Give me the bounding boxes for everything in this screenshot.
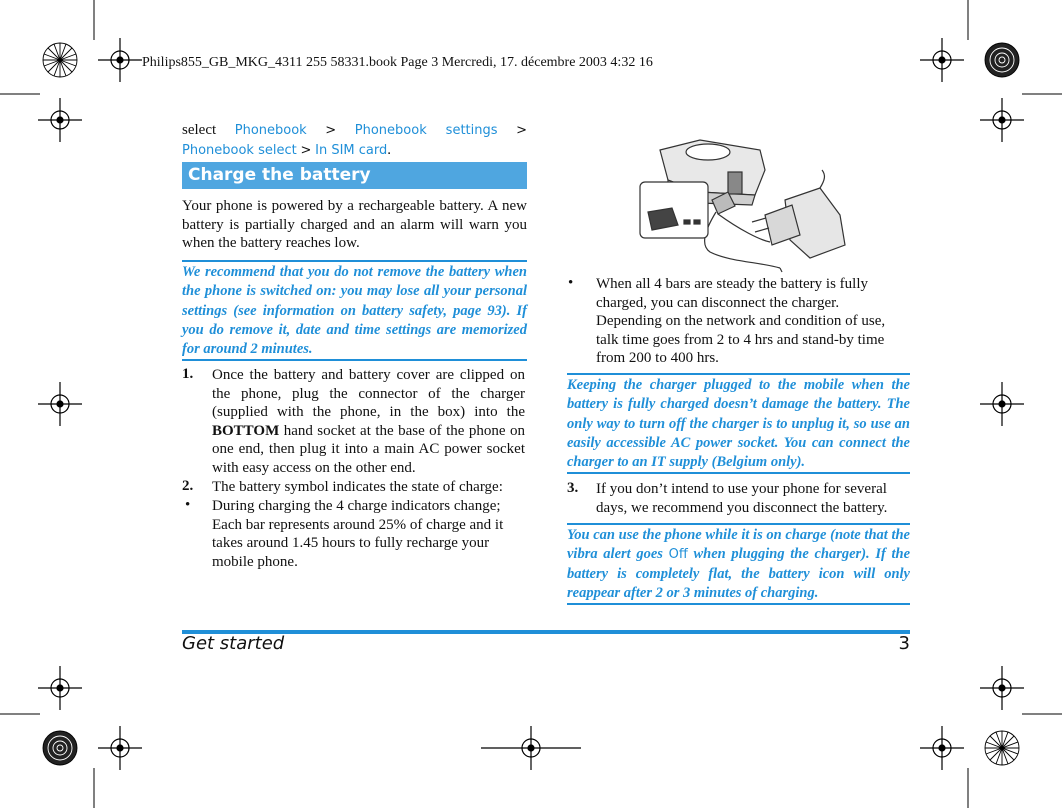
bullet-fully-charged-text: When all 4 bars are steady the battery is fully charged, you can disconnect the charger. Depending on the network and condition of use, talk time goes from 2 to 4 hrs and stand-by time from 200 to 400 hrs.: [596, 276, 886, 366]
intro-navigation: select Phonebook > Phonebook settings > Phonebook select > In SIM card.: [182, 122, 528, 158]
menu-link-phonebook[interactable]: Phonebook: [234, 123, 307, 138]
step-2-text: The battery symbol indicates the state of charge:: [212, 479, 503, 495]
select-word: select: [182, 122, 217, 138]
bottom-keyword: BOTTOM: [212, 422, 280, 439]
bullet-icon: •: [568, 275, 574, 291]
step-number: 1.: [182, 366, 194, 382]
note-rule-top: [567, 523, 910, 525]
step-3-text: If you don’t intend to use your phone for several days, we recommend you disconnect the battery.: [596, 481, 888, 516]
step-number: 2.: [182, 478, 194, 494]
print-header: Philips855_GB_MKG_4311 255 58331.book Page 3 Mercredi, 17. décembre 2003 4:32 16: [142, 55, 653, 70]
menu-link-in-sim-card[interactable]: In SIM card: [315, 142, 388, 158]
menu-link-phonebook-select[interactable]: Phonebook select: [182, 142, 297, 158]
path-separator: >: [325, 123, 337, 138]
note-use-while-charging: You can use the phone while it is on charge (note that the vibra alert goes Off when plugging the charger). If the battery is completely flat, the battery icon will only reappear after 2 or 3 minutes of charging.: [567, 527, 910, 601]
path-separator: >: [516, 123, 528, 138]
note-rule-top: [182, 260, 527, 262]
note-battery-removal: We recommend that you do not remove the battery when the phone is switched on: you may lose all your personal settings (see information on battery safety, page 93). If you do remove it, date and time settings are memorized for around 2 minutes.: [182, 264, 527, 358]
page-number: 3: [898, 633, 910, 654]
step-number: 3.: [567, 480, 579, 496]
bullet-charging-text: During charging the 4 charge indicators change; Each bar represents around 25% of charge and it takes around 1.45 hours to fully recharge your mobile phone.: [212, 498, 504, 570]
path-separator: >: [300, 142, 312, 158]
step-1-text: Once the battery and battery cover are clipped on the phone, plug the connector of the charger (supplied with the phone, in the box) into the BOTTOM hand socket at the base of the phone on one end, then plug it into a main AC power socket with easy access on the other end.: [212, 367, 525, 476]
note-charger-plugged: Keeping the charger plugged to the mobile when the battery is fully charged doesn’t damage the battery. The only way to turn off the charger is to unplug it, so use an easily accessible AC power socket. You can connect the charger to an IT supply (Belgium only).: [567, 377, 910, 471]
note-rule-bottom: [182, 359, 527, 361]
note-rule-bottom: [567, 603, 910, 605]
note-rule-top: [567, 373, 910, 375]
menu-link-phonebook-settings[interactable]: Phonebook settings: [354, 123, 498, 138]
note-rule-bottom: [567, 472, 910, 474]
section-title: Charge the battery: [182, 162, 527, 189]
bullet-icon: •: [185, 497, 191, 513]
footer-rule: [182, 630, 910, 634]
footer-chapter-title: Get started: [182, 633, 285, 654]
intro-paragraph: Your phone is powered by a rechargeable battery. A new battery is partially charged and an alarm will warn you when the battery reaches low.: [182, 198, 527, 251]
off-keyword: Off: [668, 547, 688, 563]
